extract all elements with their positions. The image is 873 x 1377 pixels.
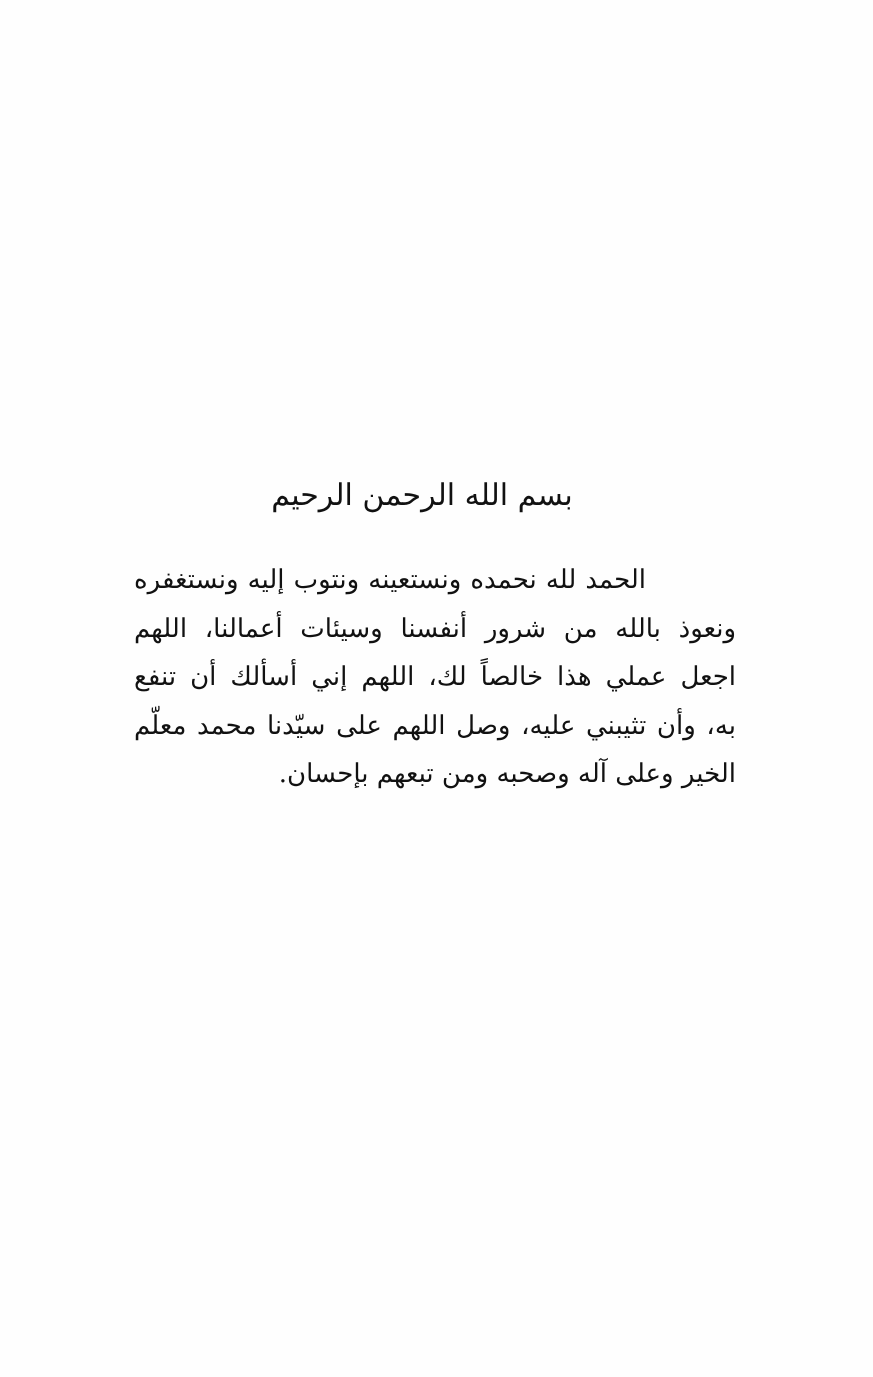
text-line: الحمد لله نحمده ونستعينه ونتوب إليه ونستغفره bbox=[134, 565, 646, 595]
text-line: اجعل عملي هذا خالصاً لك، اللهم إني أسألك أن تنفع bbox=[134, 662, 736, 692]
text-line: ونعوذ بالله من شرور أنفسنا وسيئات أعمالنا، اللهم bbox=[134, 613, 736, 644]
basmala-heading: بسم الله الرحمن الرحيم bbox=[271, 478, 573, 513]
text-line: به، وأن تثيبني عليه، وصل اللهم على سيّدنا محمد معلّم bbox=[134, 710, 736, 741]
preface-paragraph bbox=[134, 556, 736, 799]
text-line: الخير وعلى آله وصحبه ومن تبعهم بإحسان. bbox=[278, 759, 736, 789]
